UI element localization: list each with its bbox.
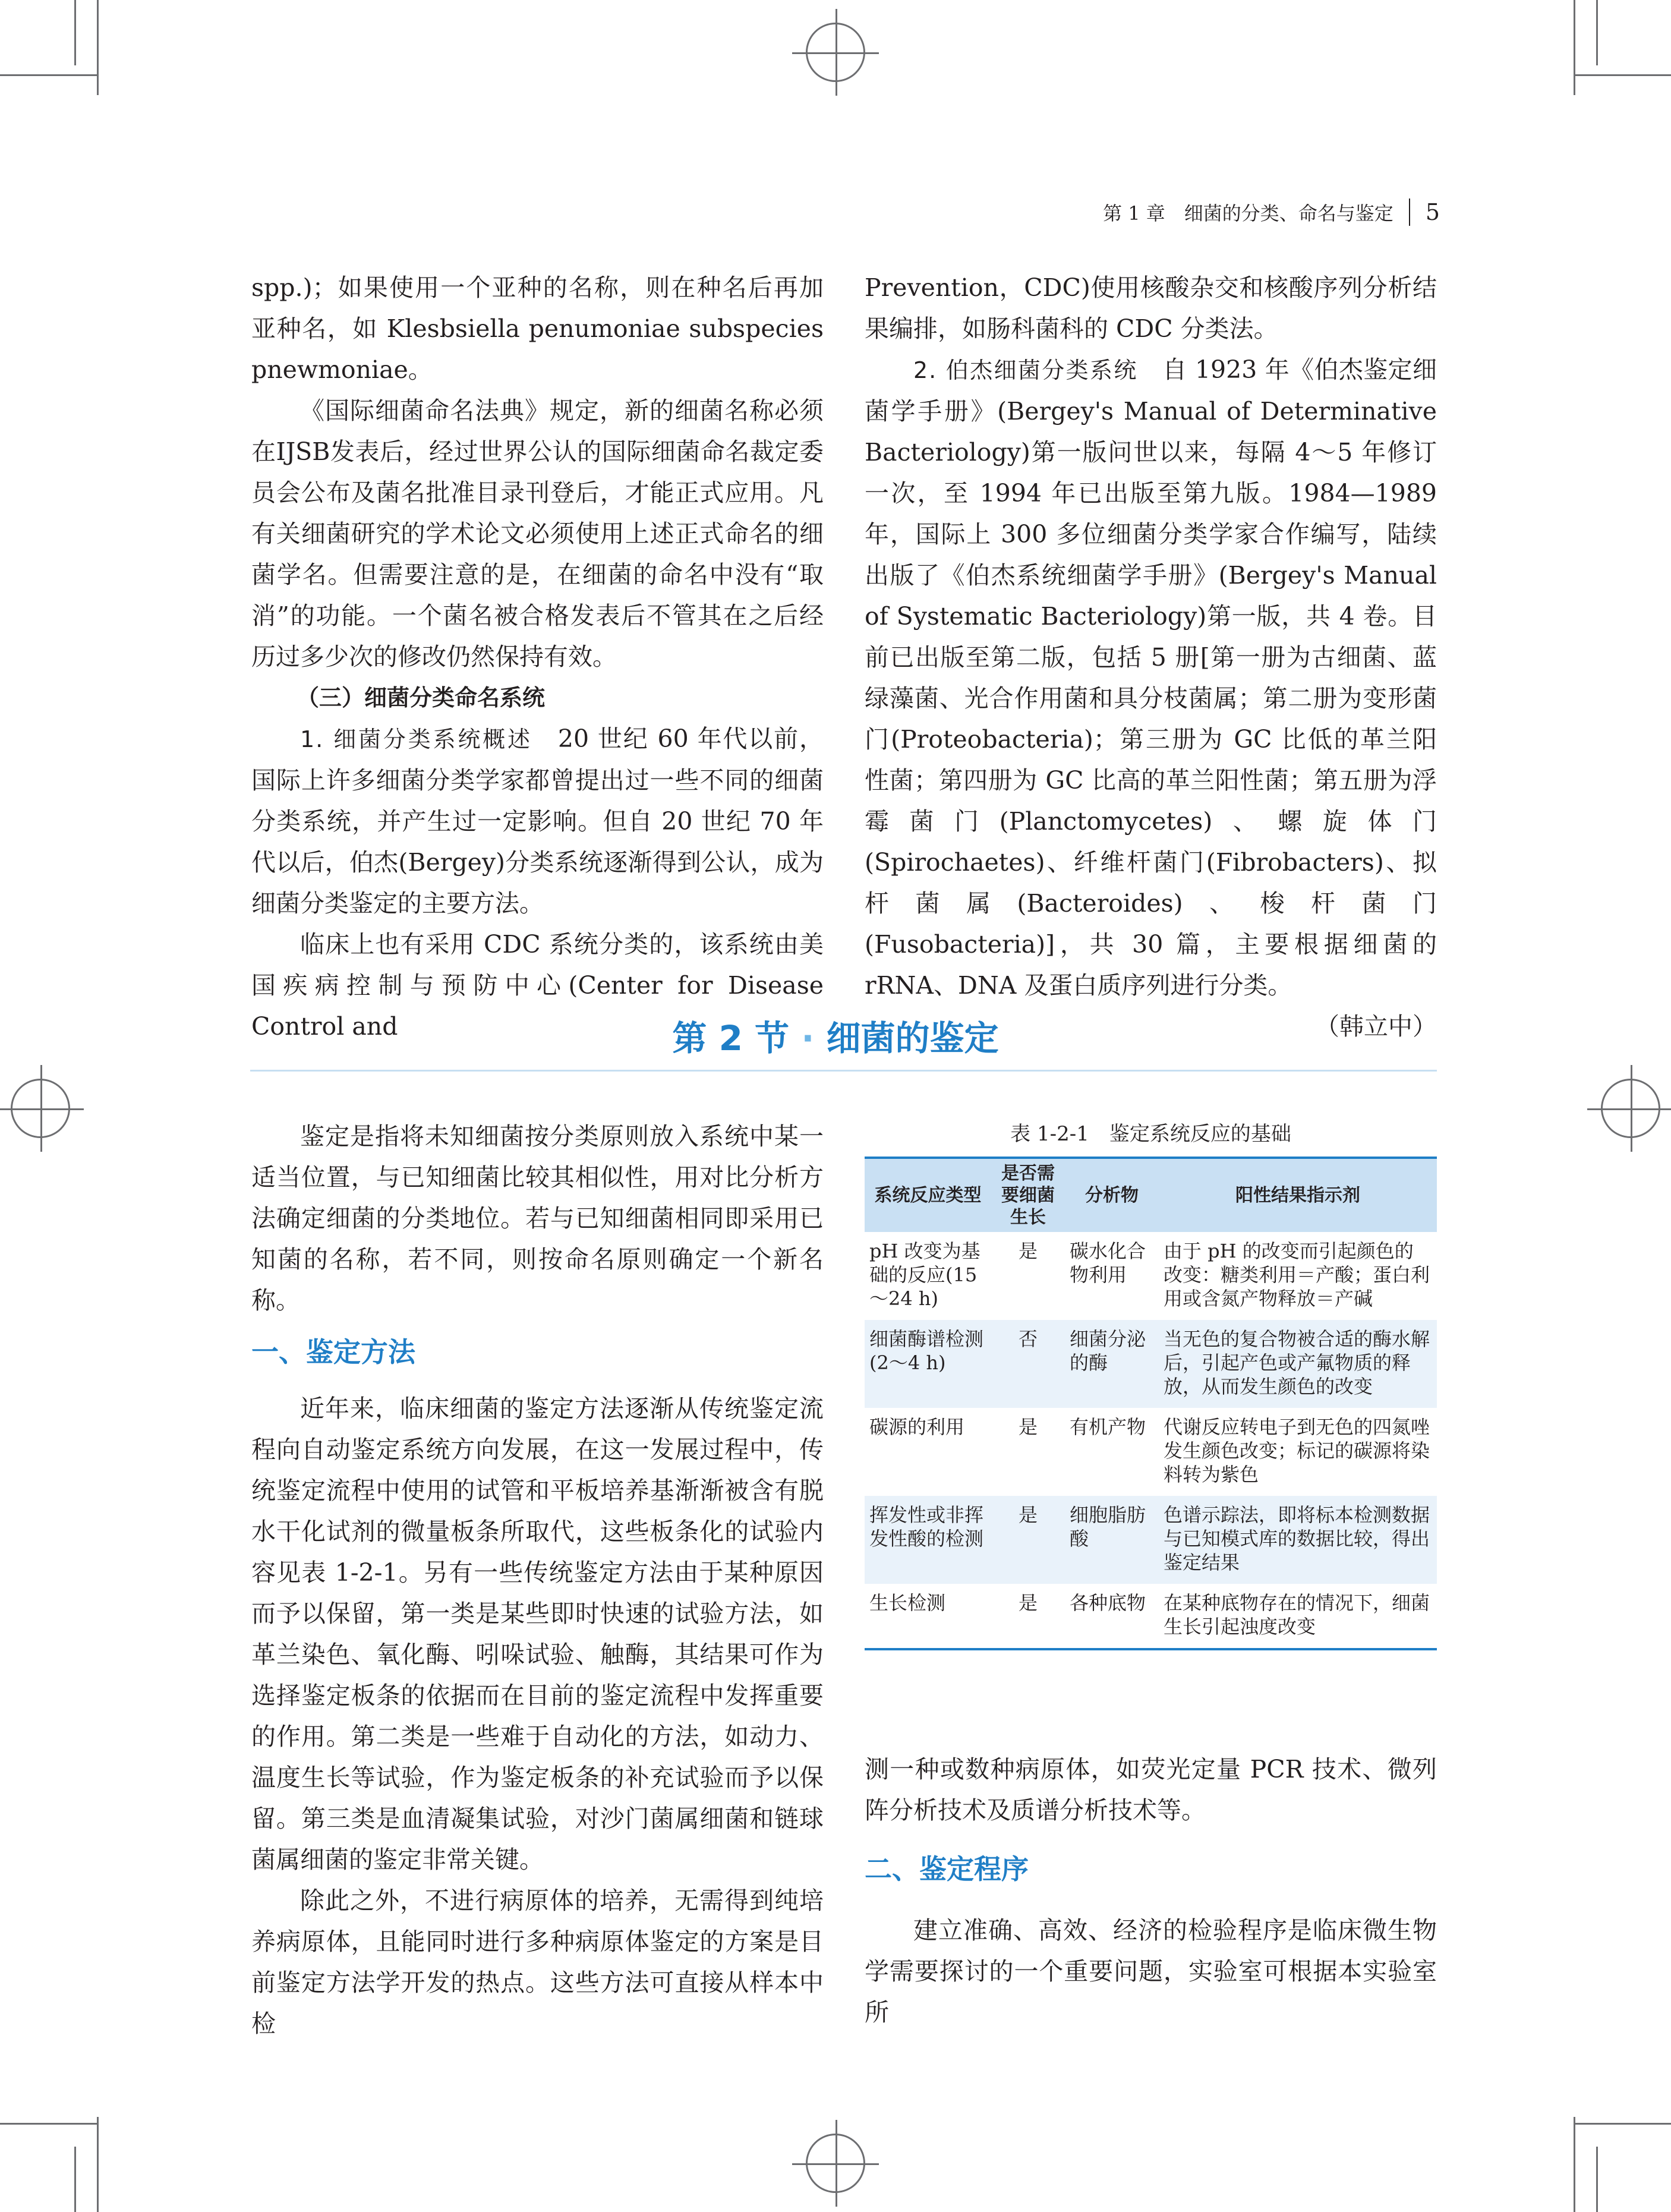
cell-analyte: 有机产物 [1070, 1416, 1146, 1438]
paragraph: spp.)；如果使用一个亚种的名称，则在种名后再加亚种名，如 Klesbsiella penumoniae subspecies pnewmoniae。 [251, 273, 824, 384]
table-row [865, 1496, 1437, 1584]
crop-mark [0, 2123, 97, 2125]
header-growth-needed: 是否需要细菌生长 [991, 1158, 1065, 1232]
cell-analyte: 碳水化合物利用 [1070, 1240, 1146, 1286]
header-analyte: 分析物 [1065, 1158, 1159, 1232]
table-row [865, 1584, 1437, 1649]
cell-growth-needed: 是 [1018, 1416, 1038, 1438]
cell-growth-needed: 是 [991, 1496, 1065, 1584]
reaction-table [865, 1157, 1437, 1650]
table-row [865, 1408, 1437, 1496]
registration-mark-right [1601, 1079, 1660, 1138]
cell-analyte: 细菌分泌的酶 [1065, 1320, 1159, 1408]
cell-growth-needed: 是 [1018, 1240, 1038, 1262]
paragraph: Prevention，CDC)使用核酸杂交和核酸序列分析结果编排，如肠科菌科的 CDC 分类法。 [865, 273, 1437, 343]
registration-mark-left [11, 1079, 70, 1138]
section-rule [250, 1070, 1437, 1072]
crop-mark [97, 0, 99, 95]
paragraph: 除此之外，不进行病原体的培养，无需得到纯培养病原体，且能同时进行多种病原体鉴定的方案是目前鉴定方法学开发的热点。这些方法可直接从样本中检 [251, 1886, 824, 2038]
cell-analyte: 各种底物 [1065, 1584, 1159, 1649]
page-number: 5 [1425, 199, 1440, 225]
crop-mark [1574, 2117, 1575, 2212]
table-1-2-1 [865, 1122, 1437, 1650]
section-name: 细菌的鉴定 [826, 1018, 999, 1058]
paragraph: 测一种或数种病原体，如荧光定量 PCR 技术、微列阵分析技术及质谱分析技术等。 [865, 1755, 1437, 1825]
header-reaction-type: 系统反应类型 [865, 1158, 991, 1232]
cell-indicator: 当无色的复合物被合适的酶水解后，引起产色或产氟物质的释放，从而发生颜色的改变 [1159, 1320, 1437, 1408]
running-head [1103, 198, 1440, 226]
paragraph [865, 349, 1437, 1006]
header-indicator: 阳性结果指示剂 [1159, 1158, 1437, 1232]
paragraph: 临床上也有采用 CDC 系统分类的，该系统由美国疾病控制与预防中心(Center for Disease Control and [251, 930, 824, 1041]
table-row [865, 1320, 1437, 1408]
crop-mark [1574, 74, 1671, 76]
crop-mark [97, 2117, 99, 2212]
cell-indicator: 在某种底物存在的情况下，细菌生长引起浊度改变 [1159, 1584, 1437, 1649]
cell-indicator: 色谱示踪法，即将标本检测数据与已知模式库的数据比较，得出鉴定结果 [1159, 1496, 1437, 1584]
crop-mark [1596, 0, 1598, 65]
cell-reaction-type: 生长检测 [865, 1584, 991, 1649]
section-separator: · [801, 1018, 815, 1058]
cell-analyte: 细胞脂肪酸 [1065, 1496, 1159, 1584]
cell-indicator: 由于 pH 的改变而引起颜色的改变：糖类利用＝产酸；蛋白利用或含氮产物释放＝产碱 [1164, 1240, 1430, 1310]
heading-identification-procedure: 二、鉴定程序 [865, 1853, 1029, 1885]
paragraph-text: 自 1923 年《伯杰鉴定细菌学手册》(Bergey's Manual of Determinative Bacteriology)第一版问世以来，每隔 4～5 年修订一次，至 1994 年已出版至第九版。1984—1989 年，国际上 300 多位细菌分类学家合作编写，陆续出版了《伯杰系统细菌学手册》(Bergey's Manual of Systematic Bacteriology)第一版，共 4 卷。目前已出版至第二版，包括 5 册[第一册为古细菌、蓝绿藻菌、光合作用菌和具分枝菌属；第二册为变形菌门(Proteobacteria)；第三册为 GC 比低的革兰阳性菌；第四册为 GC 比高的革兰阳性菌；第五册为浮霉菌门(Planctomycetes)、螺旋体门(Spirochaetes)、纤维杆菌门(Fibrobacters)、拟杆菌属(Bacteroides)、梭杆菌门(Fusobacteria)]，共 30 篇，主要根据细菌的 rRNA、DNA 及蛋白质序列进行分类。 [865, 355, 1437, 1000]
paragraph-text: 20 世纪 60 年代以前，国际上许多细菌分类学家都曾提出过一些不同的细菌分类系统，并产生过一定影响。但自 20 世纪 70 年代以后，伯杰(Bergey)分类系统逐渐得到公认，成为细菌分类鉴定的主要方法。 [251, 724, 824, 918]
top-left-column [251, 267, 824, 1047]
crop-mark [74, 0, 76, 65]
table-row [865, 1232, 1437, 1320]
table-header-row [865, 1158, 1437, 1232]
crop-mark [1574, 2123, 1671, 2125]
cell-indicator: 代谢反应转电子到无色的四氮唑发生颜色改变；标记的碳源将染料转为紫色 [1164, 1416, 1430, 1486]
crop-mark [1596, 2147, 1598, 2212]
top-right-column [865, 267, 1437, 1047]
cell-growth-needed: 是 [991, 1584, 1065, 1649]
chapter-title: 第 1 章 细菌的分类、命名与鉴定 [1103, 202, 1393, 225]
cell-reaction-type: 挥发性或非挥发性酸的检测 [865, 1496, 991, 1584]
crop-mark [1574, 0, 1575, 95]
paragraph: 建立准确、高效、经济的检验程序是临床微生物学需要探讨的一个重要问题，实验室可根据本实验室所 [865, 1916, 1437, 2027]
section-number: 第 2 节 [672, 1018, 790, 1058]
running-head-divider [1409, 198, 1410, 226]
registration-mark-top [806, 23, 865, 82]
paragraph [251, 719, 824, 924]
lead-term: 2. 伯杰细菌分类系统 [913, 357, 1138, 383]
registration-mark-bottom [806, 2134, 865, 2193]
heading-identification-methods: 一、鉴定方法 [251, 1336, 415, 1368]
cell-reaction-type: 碳源的利用 [869, 1416, 965, 1438]
cell-reaction-type: 细菌酶谱检测(2～4 h) [865, 1320, 991, 1408]
crop-mark [74, 2147, 76, 2212]
crop-mark [0, 74, 97, 76]
paragraph: 鉴定是指将未知细菌按分类原则放入系统中某一适当位置，与已知细菌比较其相似性，用对比分析方法确定细菌的分类地位。若与已知细菌相同即采用已知菌的名称，若不同，则按命名原则确定一个新名称。 [251, 1122, 824, 1315]
paragraph: 《国际细菌命名法典》规定，新的细菌名称必须在IJSB发表后，经过世界公认的国际细菌命名裁定委员会公布及菌名批准目录刊登后，才能正式应用。凡有关细菌研究的学术论文必须使用上述正式命名的细菌学名。但需要注意的是，在细菌的命名中没有“取消”的功能。一个菌名被合格发表后不管其在之后经历过多少次的修改仍然保持有效。 [251, 396, 824, 671]
section-title [0, 1010, 1671, 1060]
table-caption: 表 1-2-1 鉴定系统反应的基础 [1010, 1122, 1291, 1146]
author-credit: （韩立中） [1315, 1012, 1437, 1041]
paragraph: 近年来，临床细菌的鉴定方法逐渐从传统鉴定流程向自动鉴定系统方向发展，在这一发展过程中，传统鉴定流程中使用的试管和平板培养基渐渐被含有脱水干化试剂的微量板条所取代，这些板条化的试验内容见表 1-2-1。另有一些传统鉴定方法由于某种原因而予以保留，第一类是某些即时快速的试验方法，如革兰染色、氧化酶、吲哚试验、触酶，其结果可作为选择鉴定板条的依据而在目前的鉴定流程中发挥重要的作用。第二类是一些难于自动化的方法，如动力、温度生长等试验，作为鉴定板条的补充试验而予以保留。第三类是血清凝集试验，对沙门菌属细菌和链球菌属细菌的鉴定非常关键。 [251, 1394, 824, 1874]
cell-growth-needed: 否 [991, 1320, 1065, 1408]
bottom-left-column [251, 1116, 824, 2044]
cell-reaction-type: pH 改变为基础的反应(15～24 h) [869, 1240, 980, 1310]
subheading: （三）细菌分类命名系统 [297, 685, 546, 711]
bottom-right-column [865, 1749, 1437, 2033]
lead-term: 1. 细菌分类系统概述 [300, 726, 533, 752]
